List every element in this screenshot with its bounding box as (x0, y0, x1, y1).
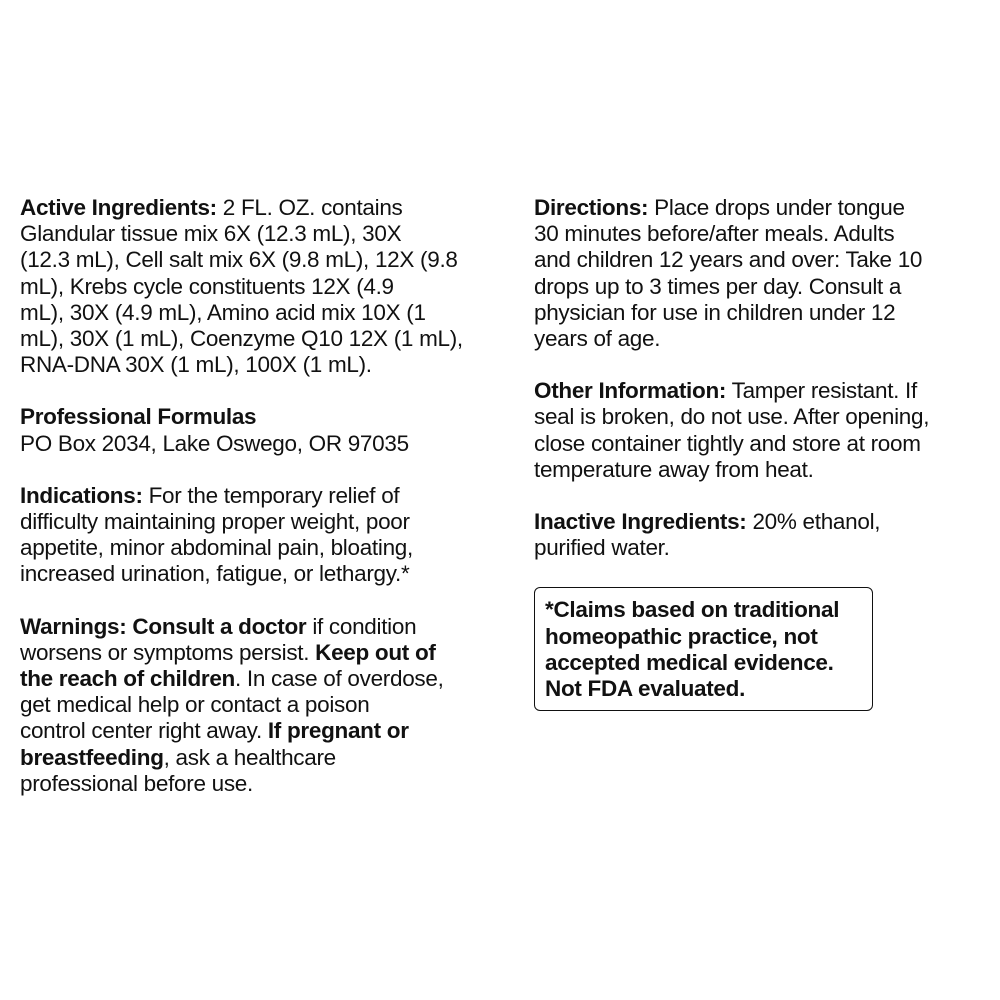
inactive-ingredients-section (534, 509, 974, 561)
directions-text: Place drops under tongue (648, 195, 905, 220)
other-information-line (534, 378, 974, 404)
left-column (20, 195, 490, 823)
active-ingredients-text: mL), 30X (1 mL), Coenzyme Q10 12X (1 mL), (20, 326, 463, 352)
active-ingredients-section (20, 195, 490, 378)
claims-disclaimer-box (534, 587, 873, 711)
active-ingredients-text: 2 FL. OZ. contains (216, 195, 403, 220)
other-information-text: seal is broken, do not use. After opening, (534, 404, 930, 430)
active-ingredients-text: Glandular tissue mix 6X (12.3 mL), 30X (20, 221, 402, 247)
pregnant-text: breastfeeding (20, 744, 164, 770)
active-ingredients-text: mL), 30X (4.9 mL), Amino acid mix 10X (1 (20, 299, 426, 325)
directions-section (534, 195, 974, 352)
claims-text: Not FDA evaluated. (545, 676, 746, 702)
directions-text: physician for use in children under 12 (534, 299, 896, 325)
indications-text: For the temporary relief of (142, 482, 400, 508)
inactive-ingredients-text: purified water. (534, 535, 670, 561)
inactive-ingredients-text: 20% ethanol, (746, 509, 881, 535)
claims-text: accepted medical evidence. (545, 649, 834, 675)
company-section (20, 404, 490, 456)
keep-out-text: Keep out of (309, 639, 436, 665)
indications-text: difficulty maintaining proper weight, poor (20, 509, 410, 535)
directions-heading: Directions: (534, 195, 649, 220)
directions-line (534, 195, 974, 221)
active-ingredients-heading: Active Ingredients: (20, 195, 217, 220)
warnings-heading: Warnings: (20, 613, 127, 639)
indications-text: increased urination, fatigue, or lethargy.* (20, 561, 410, 587)
warnings-line (20, 614, 490, 640)
directions-text: drops up to 3 times per day. Consult a (534, 273, 902, 299)
claims-text: *Claims based on traditional (545, 597, 840, 623)
other-information-text: Tamper resistant. If (726, 378, 917, 404)
warnings-text: control center right away. (20, 718, 262, 744)
directions-text: and children 12 years and over: Take 10 (534, 247, 923, 273)
warnings-line (20, 718, 490, 744)
other-information-text: close container tightly and store at room (534, 430, 921, 456)
company-address: PO Box 2034, Lake Oswego, OR 97035 (20, 430, 409, 456)
active-ingredients-text: (12.3 mL), Cell salt mix 6X (9.8 mL), 12X (9.8 (20, 247, 458, 273)
consult-doctor-text: Consult a doctor (126, 613, 307, 639)
warnings-text: professional before use. (20, 770, 253, 796)
directions-text: 30 minutes before/after meals. Adults (534, 221, 895, 247)
indications-section (20, 483, 490, 588)
indications-line (20, 483, 490, 509)
warnings-text: . In case of overdose, (235, 666, 444, 692)
inactive-ingredients-heading: Inactive Ingredients: (534, 509, 747, 535)
warnings-text: if condition (306, 613, 417, 639)
warnings-text: worsens or symptoms persist. (20, 639, 310, 665)
warnings-text: , ask a healthcare (163, 744, 336, 770)
other-information-text: temperature away from heat. (534, 456, 814, 482)
other-information-heading: Other Information: (534, 378, 727, 404)
warnings-line (20, 745, 490, 771)
warnings-text: get medical help or contact a poison (20, 692, 370, 718)
indications-text: appetite, minor abdominal pain, bloating, (20, 535, 413, 561)
active-ingredients-line (20, 195, 490, 221)
other-information-section (534, 378, 974, 483)
pregnant-text: If pregnant or (261, 718, 409, 744)
keep-out-text: the reach of children (20, 666, 235, 692)
active-ingredients-text: RNA-DNA 30X (1 mL), 100X (1 mL). (20, 352, 372, 378)
claims-text: homeopathic practice, not (545, 623, 818, 649)
warnings-line (20, 640, 490, 666)
company-name: Professional Formulas (20, 404, 257, 430)
inactive-ingredients-line (534, 509, 974, 535)
right-column (534, 195, 974, 711)
directions-text: years of age. (534, 326, 661, 352)
active-ingredients-text: mL), Krebs cycle constituents 12X (4.9 (20, 273, 394, 299)
warnings-section (20, 614, 490, 797)
warnings-line (20, 666, 490, 692)
indications-heading: Indications: (20, 482, 143, 508)
